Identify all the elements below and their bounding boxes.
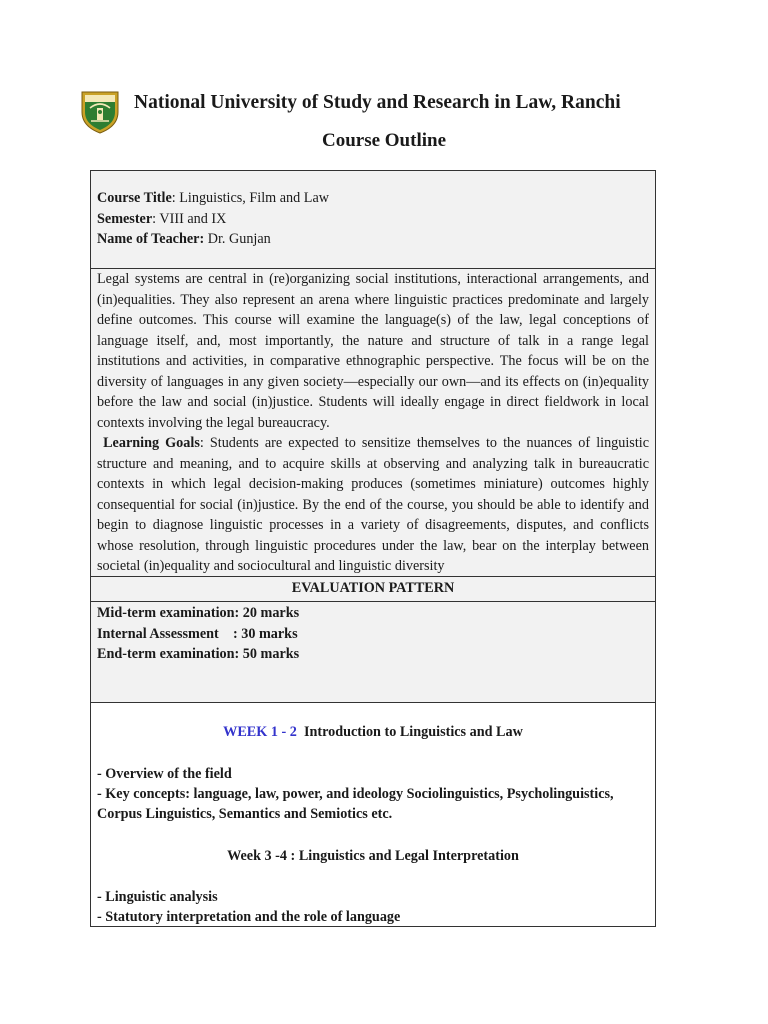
evaluation-heading: EVALUATION PATTERN (91, 577, 655, 602)
week-3-4-point: - Linguistic analysis (97, 889, 218, 905)
week-1-2-point: - Overview of the field (97, 766, 232, 782)
course-description-cell (91, 269, 655, 577)
learning-goals-text: : Students are expected to sensitize themselves to the nuances of linguistic structure and meaning, and to acquire skills at observing and analyzing talk in bureaucratic contexts in which legal decision-making produces (sometimes miniature) outcomes highly consequential for social (in)justice. By the end of the course, you should be able to identify and begin to diagnose linguistic processes in a variety of disagreements, disputes, and conflicts whose resolution, through linguistic procedures under the law, bear on the interplay between societal (in)equality and sociocultural and linguistic diversity (97, 435, 649, 574)
course-description: Legal systems are central in (re)organizing social institutions, interactional arrangements, and (in)equalities. They also represent an arena where linguistic practices predominate and largely define outcomes. This course will examine the language(s) of the law, legal conceptions of language itself, and, most importantly, the nature and structure of talk in a range legal institutions and activities, in comparative ethnographic perspective. The focus will be on the diversity of languages in any given society—especially our own—and its effects on (in)equality before the law and social (in)justice. Students will ideally engage in direct fieldwork in local contexts involving the legal bureaucracy. (97, 271, 649, 431)
teacher-label: Name of Teacher: (97, 231, 205, 247)
course-title-value: : Linguistics, Film and Law (171, 190, 329, 206)
learning-goals-label: Learning Goals (103, 435, 200, 451)
week-1-2-heading (91, 722, 655, 743)
university-name: National University of Study and Research in Law, Ranchi (134, 92, 621, 113)
learning-goals (97, 433, 649, 577)
teacher-value: Dr. Gunjan (204, 231, 271, 247)
week-3-4-heading: Week 3 -4 : Linguistics and Legal Interpretation (227, 848, 519, 864)
week-3-4-point: - Statutory interpretation and the role of language (97, 909, 401, 925)
course-title-row (97, 188, 649, 209)
semester-value: : VIII and IX (152, 210, 227, 227)
course-title-label: Course Title (97, 190, 172, 206)
week-1-2-label: WEEK 1 - 2 (223, 724, 297, 740)
week-1-2-point: Corpus Linguistics, Semantics and Semiotics etc. (97, 806, 393, 822)
course-info-cell (91, 171, 655, 269)
semester-row (97, 209, 649, 230)
week-1-2-title: Introduction to Linguistics and Law (303, 724, 523, 740)
page-title: Course Outline (321, 130, 447, 151)
evaluation-item: Mid-term examination: 20 marks (97, 605, 300, 621)
teacher-row (97, 229, 649, 250)
week-1-2-point: - Key concepts: language, law, power, and ideology Sociolinguistics, Psycholinguistics, (97, 786, 614, 802)
evaluation-pattern-cell (91, 602, 655, 703)
evaluation-item: Internal Assessment : 30 marks (97, 625, 298, 642)
evaluation-item: End-term examination: 50 marks (97, 646, 300, 662)
university-crest-icon (78, 88, 122, 134)
weekly-plan-cell (91, 703, 655, 926)
course-outline-table (90, 170, 656, 927)
semester-label: Semester (97, 210, 153, 227)
